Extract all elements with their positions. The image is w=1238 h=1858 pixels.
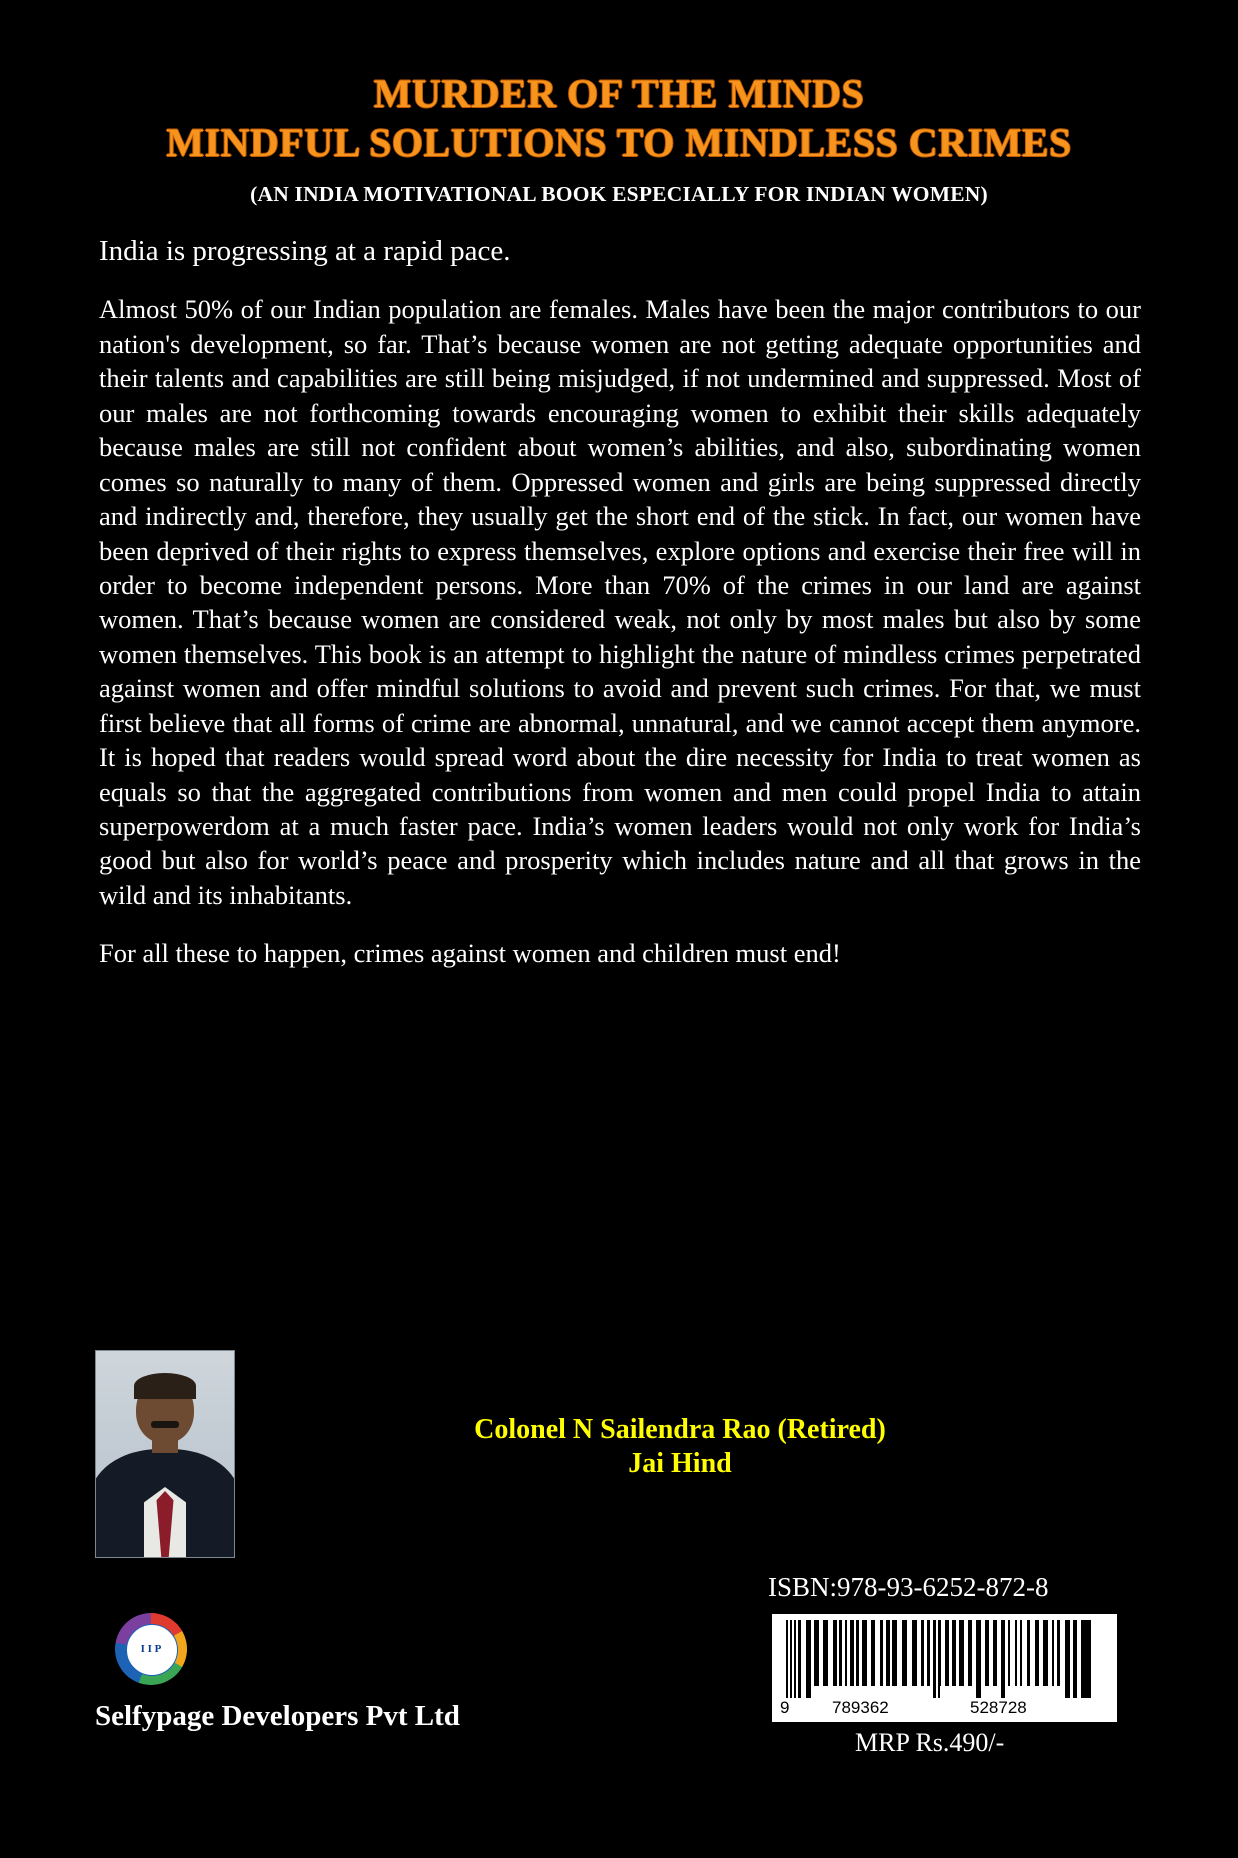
cover-content	[95, 70, 1143, 971]
logo-text: I I P	[140, 1643, 162, 1655]
mrp-text: MRP Rs.490/-	[855, 1728, 1005, 1757]
publisher-logo-icon	[110, 1608, 192, 1690]
barcode-digits-mid: 789362	[832, 1698, 889, 1717]
publisher-name: Selfypage Developers Pvt Ltd	[95, 1700, 460, 1732]
author-name: Colonel N Sailendra Rao (Retired)	[474, 1414, 886, 1445]
barcode-digits	[780, 1698, 1109, 1718]
body-paragraph: Almost 50% of our Indian population are females. Males have been the major contributors to our nation's development, so far. That’s because women are not getting adequate opportunities and their talents and capabilities are still being misjudged, if not undermined and suppressed. Most of our males are not forthcoming towards encouraging women to exhibit their skills adequately because males are still not confident about women’s abilities, and also, subordinating women comes so naturally to many of them. Oppressed women and girls are being suppressed directly and indirectly and, therefore, they usually get the short end of the stick. In fact, our women have been deprived of their rights to express themselves, explore options and exercise their free will in order to become independent persons. More than 70% of the crimes in our land are against women. That’s because women are considered weak, not only by most males but also by some women themselves. This book is an attempt to highlight the nature of mindless crimes perpetrated against women and offer mindful solutions to avoid and prevent such crimes. For that, we must first believe that all forms of crime are abnormal, unnatural, and we cannot accept them anymore. It is hoped that readers would spread word about the dire necessity for India to treat women as equals so that the aggregated contributions from women and men could propel India to attain superpowerdom at a much faster pace. India’s women leaders would not only work for India’s good but also for world’s peace and prosperity which includes nature and all that grows in the wild and its inhabitants.	[99, 294, 1141, 910]
photo-mustache	[151, 1421, 179, 1428]
isbn-text: ISBN:978-93-6252-872-8	[768, 1572, 1049, 1602]
barcode-digits-right: 528728	[970, 1698, 1027, 1717]
barcode-digit-left: 9	[780, 1698, 790, 1717]
author-block	[95, 1350, 1145, 1560]
book-title-line-1: MURDER OF THE MINDS	[373, 71, 865, 116]
closing-paragraph: For all these to happen, crimes against women and children must end!	[99, 938, 841, 969]
photo-hair	[134, 1373, 196, 1399]
lead-paragraph: India is progressing at a rapid pace.	[99, 235, 511, 268]
barcode	[772, 1614, 1117, 1722]
book-title-line-2: MINDFUL SOLUTIONS TO MINDLESS CRIMES	[166, 120, 1072, 166]
book-subtitle: (AN INDIA MOTIVATIONAL BOOK ESPECIALLY FOR INDIAN WOMEN)	[250, 182, 988, 207]
author-slogan: Jai Hind	[628, 1448, 732, 1479]
author-photo	[95, 1350, 235, 1558]
barcode-bars	[780, 1620, 1109, 1698]
